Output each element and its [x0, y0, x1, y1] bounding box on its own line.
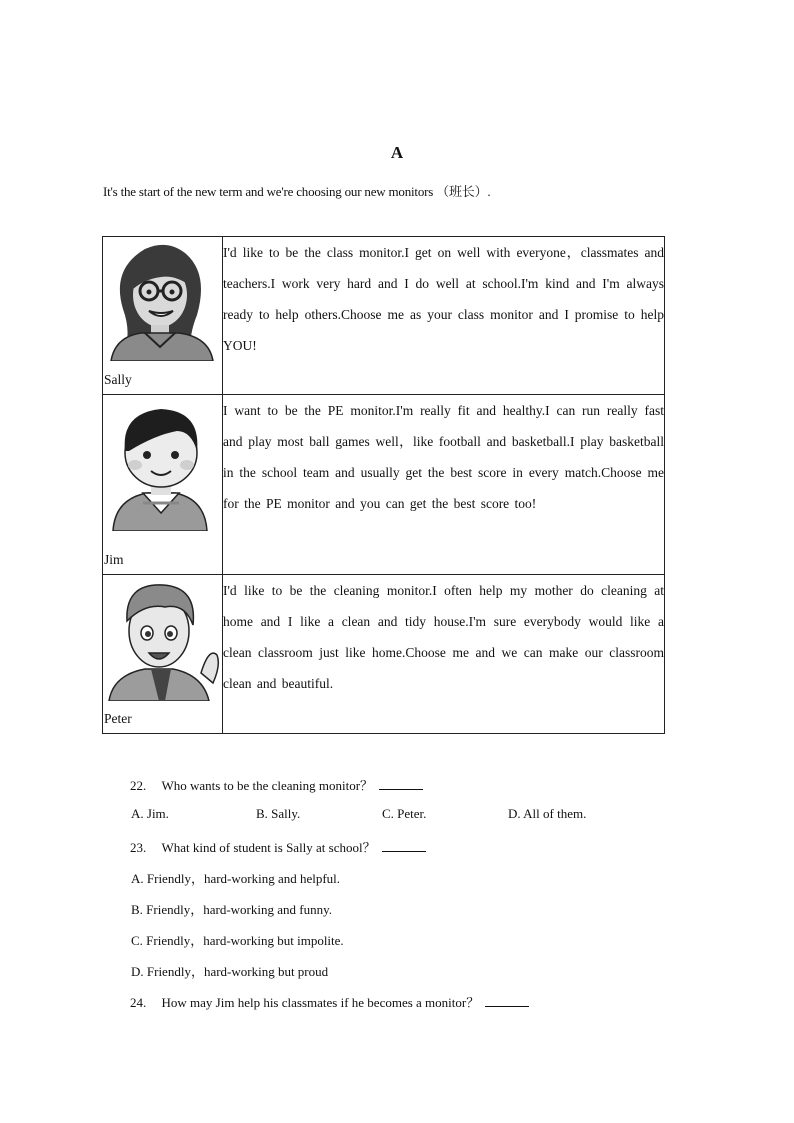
option-d: D. Friendly，hard-working but proud: [131, 964, 329, 979]
candidate-statement: I'd like to be the cleaning monitor.I often help my mother do cleaning at home and I like a clean and tidy house.I'm sure everybody would like a clean classroom just like home.Choose me and we can make our classroom clean and beautiful.: [223, 575, 665, 734]
peter-portrait: [105, 577, 221, 701]
question-number: 24.: [130, 995, 147, 1010]
table-row: [103, 575, 665, 734]
sally-portrait: [105, 239, 219, 361]
question-number: 22.: [130, 778, 147, 793]
jim-portrait: [105, 397, 219, 531]
candidate-name: Jim: [104, 552, 124, 567]
section-heading: A: [390, 143, 404, 162]
question-23: [130, 837, 426, 856]
answer-blank: [485, 996, 529, 1007]
question-24: [130, 992, 529, 1011]
option-b: B. Friendly，hard-working and funny.: [131, 902, 332, 917]
option-d: D. All of them.: [508, 806, 587, 821]
table-row: [103, 237, 665, 395]
option-b: B. Sally.: [256, 806, 301, 821]
candidate-statement: I want to be the PE monitor.I'm really fit and healthy.I can run really fast and play most ball games well，like football and basketball.I play basketball in the school team and usually get the best score in every match.Choose me for the PE monitor and you can get the best score too!: [223, 395, 665, 575]
option-c: C. Peter.: [382, 806, 427, 821]
answer-blank: [379, 779, 423, 790]
question-22: [130, 775, 423, 794]
option-c: C. Friendly，hard-working but impolite.: [131, 933, 344, 948]
intro-text: It's the start of the new term and we're choosing our new monitors （班长）.: [103, 184, 491, 199]
question-text: What kind of student is Sally at school？: [161, 840, 376, 855]
question-text: Who wants to be the cleaning monitor？: [161, 778, 374, 793]
option-a: A. Jim.: [131, 806, 169, 821]
candidate-statement: I'd like to be the class monitor.I get on well with everyone，classmates and teachers.I work very hard and I do well at school.I'm kind and I'm always ready to help others.Choose me as your class monitor and I promise to help YOU!: [223, 237, 665, 395]
candidate-name: Peter: [104, 711, 132, 726]
table-row: [103, 395, 665, 575]
candidate-name: Sally: [104, 372, 132, 387]
answer-blank: [382, 841, 426, 852]
candidates-table: [102, 236, 665, 734]
question-number: 23.: [130, 840, 147, 855]
option-a: A. Friendly，hard-working and helpful.: [131, 871, 341, 886]
question-text: How may Jim help his classmates if he becomes a monitor？: [161, 995, 480, 1010]
